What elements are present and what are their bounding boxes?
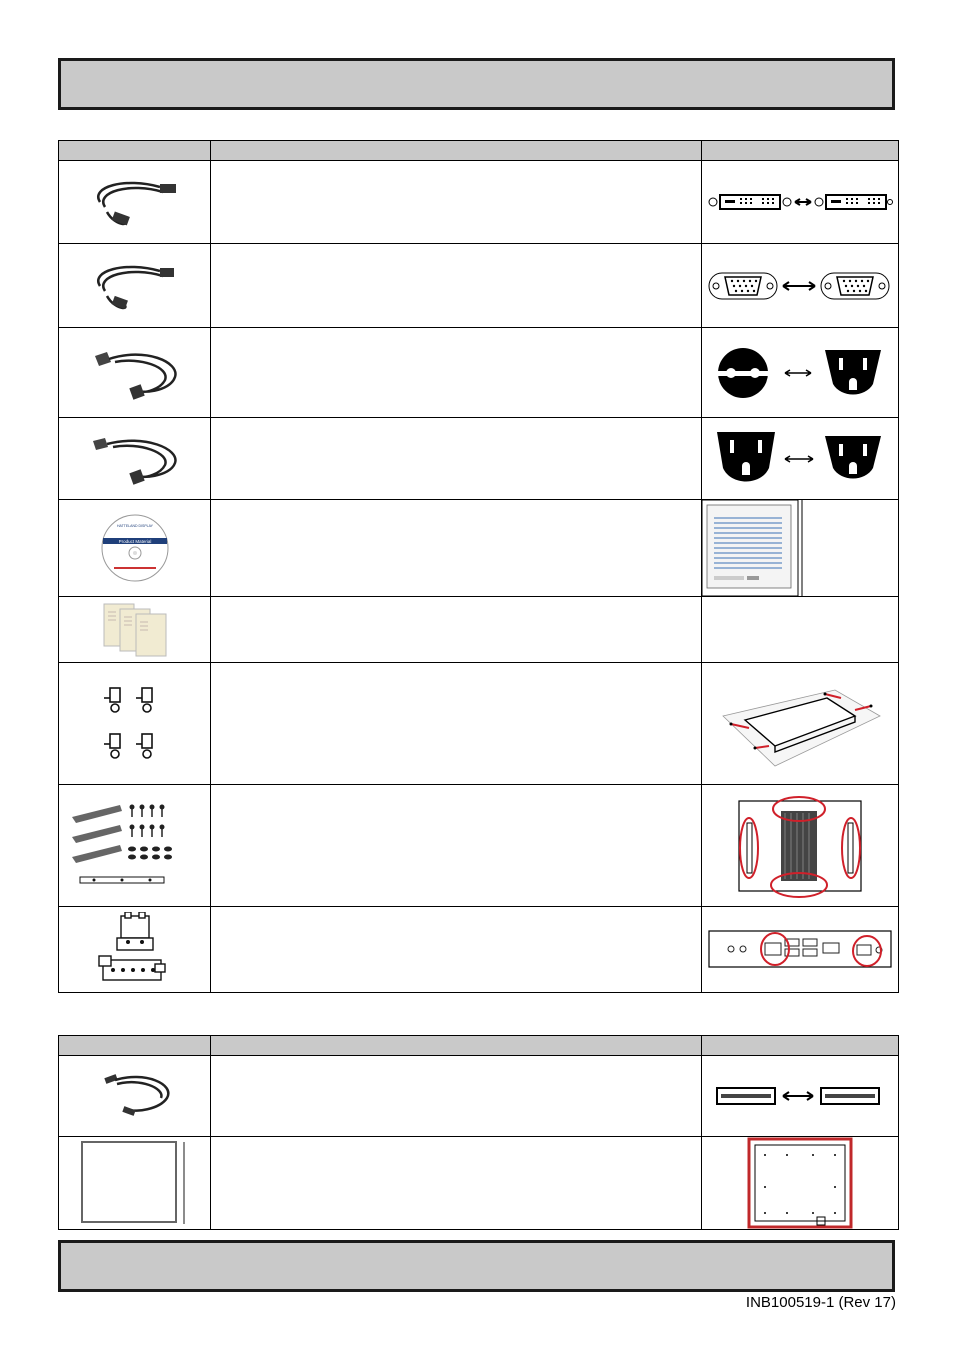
usb-cable-image (59, 1056, 211, 1137)
section-banner-bottom (58, 1240, 895, 1292)
power-cord-us-description (211, 418, 702, 500)
vga-cable-description (211, 244, 702, 328)
printed-documents-image (59, 597, 211, 663)
header-connector (702, 1036, 899, 1056)
table-header-row (59, 1036, 899, 1056)
power-cord-eu-description (211, 328, 702, 418)
schuko-connector-diagram (702, 328, 899, 418)
cd-brand: HATTELAND DISPLAY (116, 524, 153, 528)
section-banner-top (58, 58, 895, 110)
printed-documents-description (211, 597, 702, 663)
table-row (59, 1056, 899, 1137)
usb-cable-description (211, 1056, 702, 1137)
header-description (211, 141, 702, 161)
power-cord-us-image (59, 418, 211, 500)
dvi-cable-image (59, 161, 211, 244)
table-row (59, 597, 899, 663)
optional-items-table (58, 1035, 899, 1230)
dvi-connector-diagram (702, 161, 899, 244)
table-row (59, 418, 899, 500)
cd-title: Product Material (118, 539, 151, 544)
mounting-diagram (702, 663, 899, 785)
mounting-brackets-description (211, 663, 702, 785)
vga-cable-image (59, 244, 211, 328)
power-cord-eu-image (59, 328, 211, 418)
mounting-brackets-image (59, 663, 211, 785)
gasket-rear-diagram (702, 1137, 899, 1230)
document-reference: INB100519-1 (Rev 17) (745, 1294, 896, 1311)
cd-menu-screenshot (702, 500, 899, 597)
terminal-connectors-image (59, 907, 211, 993)
usb-connector-diagram (702, 1056, 899, 1137)
terminal-connectors-description (211, 907, 702, 993)
gasket-description (211, 1137, 702, 1230)
table-row (59, 663, 899, 785)
table-row (59, 907, 899, 993)
printed-documents-connector (702, 597, 899, 663)
table-row (59, 1137, 899, 1230)
connector-panel-diagram (702, 907, 899, 993)
dvi-cable-description (211, 161, 702, 244)
standard-items-table (58, 140, 899, 993)
header-item (59, 141, 211, 161)
header-description (211, 1036, 702, 1056)
table-row (59, 500, 899, 597)
header-item (59, 1036, 211, 1056)
product-material-cd-image (59, 500, 211, 597)
table-row (59, 328, 899, 418)
nema-connector-diagram (702, 418, 899, 500)
bracket-kit-description (211, 785, 702, 907)
table-row (59, 244, 899, 328)
vga-connector-diagram (702, 244, 899, 328)
table-row (59, 785, 899, 907)
table-row (59, 161, 899, 244)
table-header-row (59, 141, 899, 161)
gasket-image (59, 1137, 211, 1230)
bracket-kit-image (59, 785, 211, 907)
rear-view-diagram (702, 785, 899, 907)
header-connector (702, 141, 899, 161)
product-material-cd-description (211, 500, 702, 597)
